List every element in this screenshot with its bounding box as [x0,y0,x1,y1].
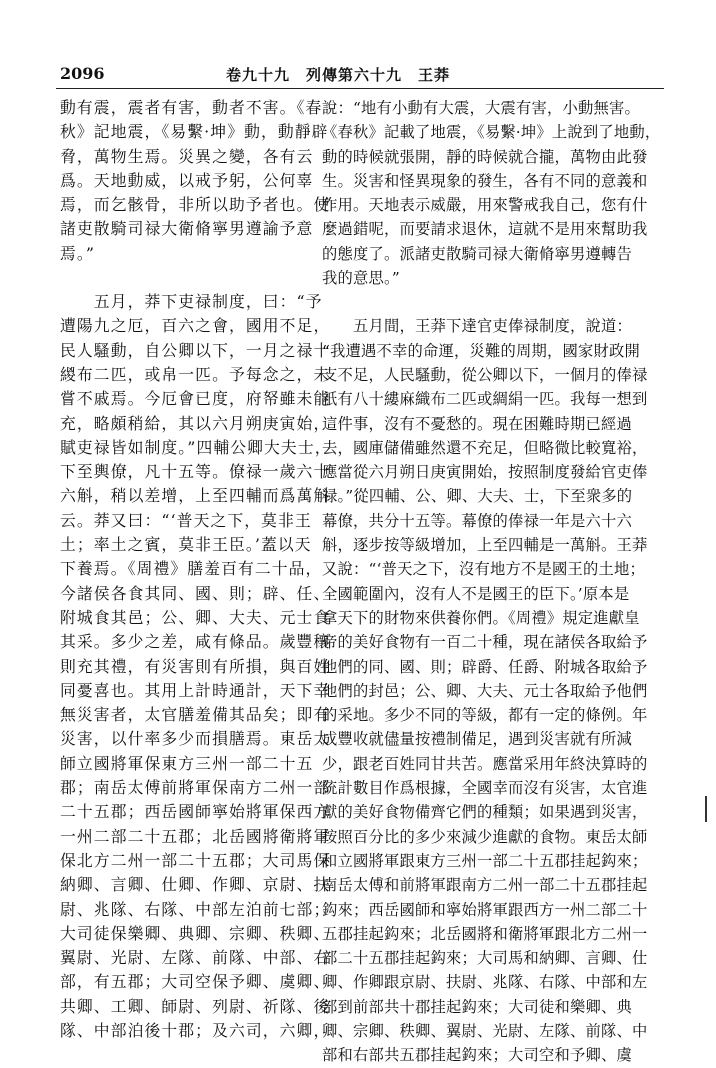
text-line: 的采地。多少不同的等級，都有一定的條例。年 [322,706,648,725]
text-line: 又說：“‘普天之下，沒有地方不是國王的土地； [322,560,646,579]
text-line: 同憂喜也。其用上計時通計，天下幸 [60,680,331,700]
header-rule [56,88,664,89]
text-line: 帝的美好食物有一百二十種，現在諸侯各取給予 [322,633,648,652]
text-line: “我遭遇不幸的命運，災難的周期，國家財政開 [322,341,640,360]
text-line: 全國範圍內，沒有人不是國王的臣下。’原本是 [322,584,630,603]
text-line: 支不足，人民騷動，從公卿以下，一個月的俸禄 [322,365,648,384]
text-line: 脅，萬物生焉。災異之變，各有云 [60,146,314,166]
translation-text-column [322,96,661,1068]
text-line: 嘗不戚焉。今厄會已度，府帑雖未能 [60,389,331,409]
text-line: 應當從六月朔日庚寅開始，按照制度發給官吏俸 [322,463,648,482]
text-line: 則充其禮，有災害則有所損，與百姓 [60,656,331,676]
text-line: 部到前部共十郡挂起鈎來；大司徒和樂卿、典 [322,997,632,1016]
text-line: 拿天下的財物來供養你們。《周禮》規定進獻皇 [322,608,640,627]
text-line: 師立國將軍保東方三州一部二十五 [60,753,314,773]
text-line: 六斛，稍以差增，上至四輔而爲萬斛 [60,486,331,506]
text-line: 鈎來；西岳國師和寧始將軍跟西方一州二部二十 [322,900,648,919]
text-line: 按照百分比的多少來減少進獻的食物。東岳太師 [322,827,648,846]
text-line: 動的時候就張開，靜的時候就合攏，萬物由此發 [322,147,648,166]
text-line: 獻的美好食物備齊它們的種類；如果遇到災害， [322,803,648,822]
text-line: 云。莽又曰：“‘普天之下，莫非王 [60,510,312,530]
text-line: 尉、兆隊、右隊、中部左泊前七部； [60,899,331,919]
text-line: 隊、中部泊後十郡；及六司，六卿， [60,1020,331,1040]
text-line: 卿、作卿跟京尉、扶尉、兆隊、右隊、中部和左 [322,973,648,992]
text-line: 的態度了。派諸吏散騎司禄大衛脩寧男遵轉告 [322,244,632,263]
text-line: 部，有五郡；大司空保予卿、虞卿、 [60,972,331,992]
text-line: 部二十五郡挂起鈎來；大司馬和納卿、言卿、仕 [322,949,648,968]
text-line: 動有震，震者有害，動者不害。《春 [60,98,323,117]
text-line: 今諸侯各食其同、國、則；辟、任、 [60,583,331,603]
text-line: 祇有八十縷麻織布二匹或綢絹一匹。我每一想到 [322,390,648,409]
text-line: 五郡挂起鈎來；北岳國將和衛將軍跟北方二州一 [322,924,648,943]
text-line: 秋》記地震，《易繫·坤》動，動靜辟 [60,122,329,142]
margin-mark [705,796,707,822]
text-line: 緵布二匹，或帛一匹。予每念之，未 [60,364,331,384]
text-line: 他們的同、國、則；辟爵、任爵、附城各取給予 [322,657,648,676]
text-line: 保北方二州一部二十五郡；大司馬保 [60,850,331,870]
text-line: 二十五郡；西岳國師寧始將軍保西方 [60,802,331,822]
text-line: 統計數目作爲根據，全國幸而沒有災害，太官進 [322,779,648,798]
text-line: 土；率土之賓，莫非王臣。’蓋以天 [60,535,312,555]
text-line: 一州二部二十五郡；北岳國將衛將軍 [60,826,331,846]
text-line: 我的意思。” [322,269,400,288]
text-line: 生。災害和怪異現象的發生，各有不同的意義和 [322,171,648,190]
text-line: 其采。多少之差，咸有條品。歲豐穰 [60,632,331,652]
text-line: 焉，而乞骸骨，非所以助予者也。使 [60,195,331,215]
text-line: 五月，莽下吏禄制度，曰：“予 [60,292,323,312]
text-line: 災害，以什率多少而損膳焉。東岳太 [60,729,331,749]
text-line: 納卿、言卿、仕卿、作卿、京尉、扶 [60,875,331,895]
text-line: 下至輿僚，凡十五等。僚禄一歲六十 [60,462,331,482]
text-line: 成豐收就儘量按禮制備足，遇到災害就有所減 [322,730,632,749]
classical-text-column [60,96,332,1043]
text-line: 共卿、工卿、師尉、列尉、祈隊、後 [60,996,331,1016]
text-line: 說：“地有小動有大震，大震有害，小動無害。 [322,99,640,117]
text-line: 下養焉。《周禮》膳羞百有二十品， [60,559,323,579]
text-line: 少，跟老百姓同甘共苦。應當采用年終決算時的 [322,754,648,773]
text-line: 郡；南岳太傅前將軍保南方二州一部 [60,778,331,798]
text-line: 《春秋》記載了地震，《易繫·坤》上說到了地動， [322,123,661,142]
text-line: 遭陽九之厄，百六之會，國用不足， [60,316,331,336]
text-line: 他們的封邑；公、卿、大夫、元士各取給予他們 [322,681,648,700]
text-line: 充，略頗稍給，其以六月朔庚寅始， [60,413,331,433]
text-line: 附城食其邑；公、卿、大夫、元士食 [60,607,331,627]
text-line: 五月間，王莽下達官吏俸禄制度，說道： [322,317,632,336]
text-line: 作用。天地表示威嚴，用來警戒我自己，您有什 [322,196,648,215]
text-line: 焉。” [60,243,96,263]
text-line: 禄。”從四輔、公、卿、大夫、士，下至衆多的 [322,487,633,506]
text-line: 無災害者，太官膳羞備其品矣；即有 [60,705,331,725]
paragraph-gap [322,290,648,314]
text-line: 賦吏禄皆如制度。”四輔公卿大夫士， [60,437,332,457]
text-line: 和立國將軍跟東方三州一部二十五郡挂起鈎來； [322,851,648,870]
running-title: 卷九十九 列傳第六十九 王莽 [226,66,451,84]
text-line: 大司徒保樂卿、典卿、宗卿、秩卿、 [60,923,331,943]
text-line: 卿、宗卿、秩卿、翼尉、光尉、左隊、前隊、中 [322,1021,648,1040]
text-line: 去，國庫儲備雖然還不充足，但略微比較寬裕， [322,438,648,457]
paragraph-gap [60,266,306,290]
text-line: 南岳太傅和前將軍跟南方二州一部二十五郡挂起 [322,876,648,895]
text-line: 諸吏散騎司禄大衛脩寧男遵諭予意 [60,219,314,239]
text-line: 部和右部共五郡挂起鈎來；大司空和予卿、虞 [322,1046,632,1065]
text-line: 爲。天地動威，以戒予躬，公何辜 [60,170,314,190]
text-line: 幕僚，共分十五等。幕僚的俸禄一年是六十六 [322,511,632,530]
text-line: 斛，逐步按等級增加，上至四輔是一萬斛。王莽 [322,536,648,555]
text-line: 這件事，沒有不憂愁的。現在困難時期已經過 [322,414,632,433]
page-header [56,62,668,84]
text-line: 麼過錯呢，而要請求退休，這就不是用來幫助我 [322,220,648,239]
text-line: 翼尉、光尉、左隊、前隊、中部、右 [60,948,331,968]
text-line: 民人騷動，自公卿以下，一月之禄十 [60,340,331,360]
page-number: 2096 [60,64,105,83]
